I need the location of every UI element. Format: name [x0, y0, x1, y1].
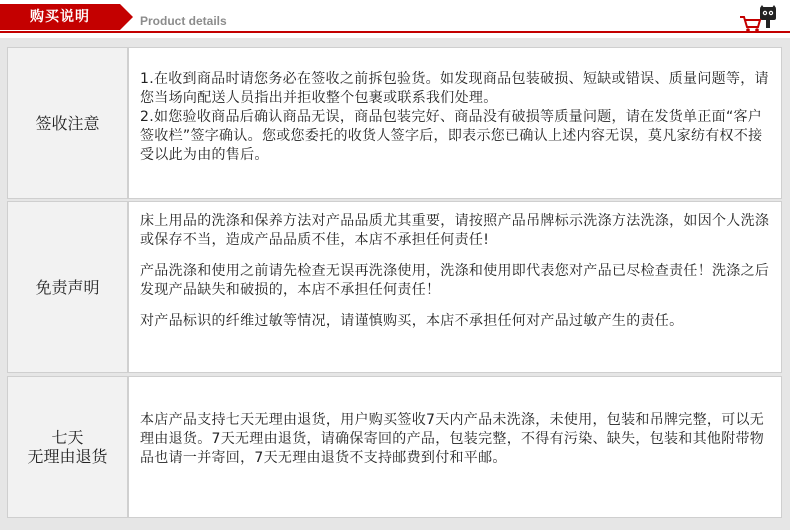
header-divider: [0, 31, 790, 33]
section-paragraph: 1.在收到商品时请您务必在签收之前拆包验货。如发现商品包装破损、短缺或错误、质量问题等，请您当场向配送人员指出并拒收整个包裹或联系我们处理。 2.如您验收商品后确认商品无误，商品包装完好、商品没有破损等质量问题，请在发货单正面“客户签收栏”签字确认。您或您委托的收货人签字后，即表示您已确认上述内容无误，莫凡家纺有权不接受以此为由的售后。: [140, 71, 769, 163]
section-label: [8, 377, 129, 517]
section-label-text: 签收注意: [35, 113, 100, 133]
section-paragraph: 产品洗涤和使用之前请先检查无误再洗涤使用，洗涤和使用即代表您对产品已尽检查责任！洗涤之后发现产品缺失和破损的，本店不承担任何责任！: [140, 263, 770, 298]
tab-arrow-decoration: [120, 4, 133, 30]
tmall-cat-cart-icon: [738, 5, 778, 33]
section-sign-receipt: [7, 47, 782, 199]
section-label-line1: 七天: [51, 428, 84, 447]
section-label-text: 免责声明: [35, 277, 100, 297]
section-seven-day-return: [7, 376, 782, 518]
product-details-subtitle: Product details: [140, 14, 227, 28]
section-content: [140, 411, 771, 468]
section-content: [140, 212, 771, 331]
section-label: [8, 202, 129, 372]
section-paragraph: 对产品标识的纤维过敏等情况，请谨慎购买，本店不承担任何对产品过敏产生的责任。: [140, 313, 684, 329]
section-disclaimer: [7, 201, 782, 373]
section-label: [8, 48, 129, 198]
section-content: [140, 70, 771, 165]
section-label-line2: 无理由退货: [27, 447, 108, 466]
header-bar: [0, 0, 790, 34]
section-paragraph: 本店产品支持七天无理由退货，用户购买签收7天内产品未洗涤，未使用，包装和吊牌完整，可以无理由退货。7天无理由退货，请确保寄回的产品，包装完整，不得有污染、缺失，包装和其他附带物品也请一并寄回，7天无理由退货不支持邮费到付和平邮。: [140, 412, 765, 466]
section-paragraph: 床上用品的洗涤和保养方法对产品品质尤其重要，请按照产品吊牌标示洗涤方法洗涤，如因个人洗涤或保存不当，造成产品品质不佳，本店不承担任何责任!: [140, 213, 770, 248]
purchase-notes-tab: 购买说明: [0, 4, 120, 30]
